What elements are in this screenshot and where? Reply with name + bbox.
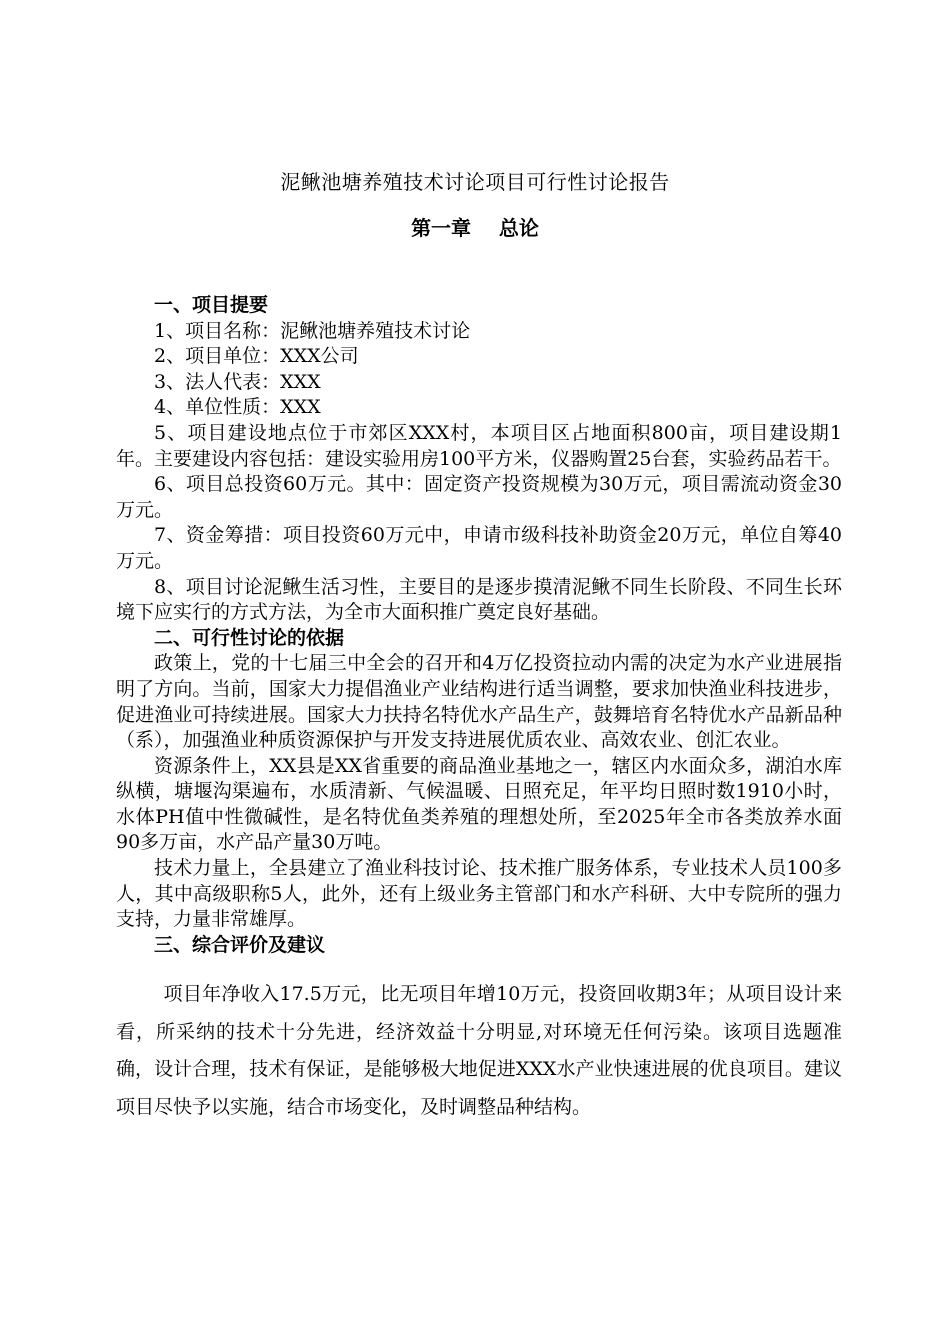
legal-representative-line: 3、法人代表：XXX	[154, 370, 321, 393]
evaluation-paragraph: 项目年净收入17.5万元，比无项目年增10万元，投资回收期3年；从项目设计来看，所采纳的技术十分先进，经济效益十分明显,对环境无任何污染。该项目选题准确，设计合理，技术有保证，是能够极大地促进XXX水产业快速进展的优良项目。建议项目尽快予以实施，结合市场变化，及时调整品种结构。	[116, 983, 842, 1118]
project-unit-line: 2、项目单位：XXX公司	[154, 345, 359, 368]
technical-strength-paragraph: 技术力量上，全县建立了渔业科技讨论、技术推广服务体系，专业技术人员100多人，其中高级职称5人，此外，还有上级业务主管部门和水产科研、大中专院所的强力支持，力量非常雄厚。	[116, 857, 842, 931]
funding-paragraph: 7、资金筹措：项目投资60万元中，申请市级科技补助资金20万元，单位自筹40万元。	[116, 524, 842, 572]
section-heading-evaluation: 三、综合评价及建议	[154, 933, 326, 956]
document-title: 泥鳅池塘养殖技术讨论项目可行性讨论报告	[280, 170, 670, 194]
section-heading-project-summary: 一、项目提要	[154, 294, 269, 316]
document-body	[116, 293, 842, 958]
project-location-paragraph: 5、项目建设地点位于市郊区XXX村，本项目区占地面积800亩，项目建设期1年。主要建设内容包括：建设实验用房100平方米，仪器购置25台套，实验药品若干。	[116, 421, 842, 470]
unit-nature-line: 4、单位性质：XXX	[154, 396, 321, 419]
research-purpose-paragraph: 8、项目讨论泥鳅生活习性，主要目的是逐步摸清泥鳅不同生长阶段、不同生长环境下应实行的方式方法，为全市大面积推广奠定良好基础。	[116, 575, 842, 624]
policy-paragraph: 政策上，党的十七届三中全会的召开和4万亿投资拉动内需的决定为水产业进展指明了方向。当前，国家大力提倡渔业产业结构进行适当调整，要求加快渔业科技进步，促进渔业可持续进展。国家大力扶持名特优水产品生产，鼓舞培育名特优水产品新品种（系），加强渔业种质资源保护与开发支持进展优质农业、高效农业、创汇农业。	[116, 652, 842, 752]
total-investment-paragraph: 6、项目总投资60万元。其中：固定资产投资规模为30万元，项目需流动资金30万元。	[116, 473, 842, 521]
section-heading-feasibility-basis: 二、可行性讨论的依据	[154, 626, 345, 649]
resources-paragraph: 资源条件上，XX县是XX省重要的商品渔业基地之一，辖区内水面众多，湖泊水库纵横，塘堰沟渠遍布，水质清新、气候温暖、日照充足，年平均日照时数1910小时，水体PH值中性微碱性，是名特优鱼类养殖的理想处所，至2025年全市各类放养水面90多万亩，水产品产量30万吨。	[116, 754, 842, 854]
chapter-heading: 第一章 总论	[411, 216, 539, 240]
project-name-line: 1、项目名称：泥鳅池塘养殖技术讨论	[154, 319, 471, 342]
evaluation-body	[116, 976, 842, 1126]
